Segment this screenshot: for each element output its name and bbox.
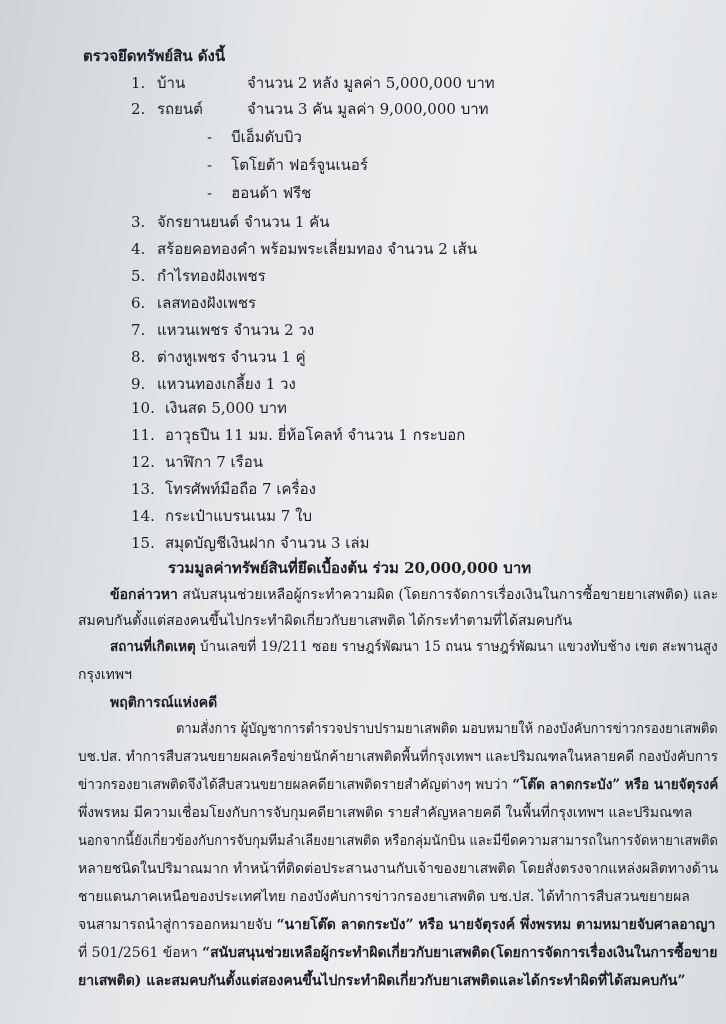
body-line: ยาเสพติด) และสมคบกันตั้งแต่สองคนขึ้นไปกระทำผิดเกี่ยวกับยาเสพติดและได้กระทำผิดที่ได้สมคบกัน” <box>78 973 686 989</box>
body-line: ตามสั่งการ ผู้บัญชาการตำรวจปราบปรามยาเสพติด มอบหมายให้ กองบังคับการข่าวกรองยาเสพติด <box>176 721 718 737</box>
charge-line: สมคบกันตั้งแต่สองคนขึ้นไปกระทำผิดเกี่ยวกับยาเสพติด ได้กระทำตามที่ได้สมคบกัน <box>78 613 573 629</box>
sub-list-item: - โตโยต้า ฟอร์จูนเนอร์ <box>207 156 368 174</box>
body-line: นอกจากนี้ยังเกี่ยวข้องกับการจับกุมทีมลำเลียงยาเสพติด หรือกลุ่มนักบิน และมีขีดความสามารถในการจัดหายาเสพติด <box>78 833 718 849</box>
body-line: ที่ 501/2561 ข้อหา “สนับสนุนช่วยเหลือผู้กระทำผิดเกี่ยวกับยาเสพติด(โดยการจัดการเรื่องเงินในการซื้อขาย <box>78 945 718 961</box>
body-line: จนสามารถนำสู่การออกหมายจับ “นายโต๊ด ลาดกระบัง” หรือ นายจัตุรงค์ พึ่งพรหม ตามหมายจับศาลอาญา <box>78 917 716 933</box>
body-line: ข่าวกรองยาเสพติดจึงได้สืบสวนขยายผลคดียาเสพติดรายสำคัญต่างๆ พบว่า “โต๊ด ลาดกระบัง” หรือ นายจัตุรงค์ <box>78 777 719 793</box>
body-line: หลายชนิดในปริมาณมาก ทำหน้าที่ติดต่อประสานงานกับเจ้าของยาเสพติด โดยสั่งตรงจากแหล่งผลิตทางด้าน <box>78 861 719 877</box>
sub-list-item: - ฮอนด้า ฟรีช <box>207 184 312 202</box>
total-value: รวมมูลค่าทรัพย์สินที่ยึดเบื้องต้น ร่วม 20,000,000 บาท <box>168 559 532 577</box>
list-item: 11. อาวุธปืน 11 มม. ยี่ห้อโคลท์ จำนวน 1 กระบอก <box>131 426 466 444</box>
list-item: 3. จักรยานยนต์ จำนวน 1 คัน <box>131 213 330 231</box>
charge-line: ข้อกล่าวหา สนับสนุนช่วยเหลือผู้กระทำความผิด (โดยการจัดการเรื่องเงินในการซื้อขายยาเสพติด) และ <box>110 587 719 603</box>
item-detail: จำนวน 3 คัน มูลค่า 9,000,000 บาท <box>247 100 489 118</box>
list-item: 7. แหวนเพชร จำนวน 2 วง <box>131 321 315 339</box>
item-number: 1. <box>131 74 146 92</box>
place-line: สถานที่เกิดเหตุ บ้านเลขที่ 19/211 ซอย ราษฎร์พัฒนา 15 ถนน ราษฎร์พัฒนา แขวงทับช้าง เขต สะพานสูง <box>110 639 718 655</box>
item-detail: จำนวน 2 หลัง มูลค่า 5,000,000 บาท <box>247 74 495 92</box>
item-name: บ้าน <box>157 74 186 92</box>
list-item <box>131 97 489 121</box>
item-name: รถยนต์ <box>157 100 203 118</box>
list-item: 14. กระเป๋าแบรนเนม 7 ใบ <box>131 507 312 525</box>
list-item: 9. แหวนทองเกลี้ยง 1 วง <box>131 375 296 393</box>
list-item: 15. สมุดบัญชีเงินฝาก จำนวน 3 เล่ม <box>131 534 370 552</box>
body-line: พึ่งพรหม มีความเชื่อมโยงกับการจับกุมคดียาเสพติด รายสำคัญหลายคดี ในพื้นที่กรุงเทพฯ และปริมณฑล <box>78 805 693 821</box>
body-line: บช.ปส. ทำการสืบสวนขยายผลเครือข่ายนักค้ายาเสพติดพื้นที่กรุงเทพฯ และปริมณฑลในหลายคดี กองบังคับการ <box>78 749 718 765</box>
body-line: ชายแดนภาคเหนือของประเทศไทย กองบังคับการข่าวกรองยาเสพติด บช.ปส. ได้ทำการสืบสวนขยายผล <box>78 889 690 905</box>
list-item <box>131 71 495 95</box>
list-item: 13. โทรศัพท์มือถือ 7 เครื่อง <box>131 480 316 498</box>
place-line: กรุงเทพฯ <box>78 667 132 683</box>
list-item: 8. ต่างหูเพชร จำนวน 1 คู่ <box>131 348 306 366</box>
list-item: 5. กำไรทองฝังเพชร <box>131 267 266 285</box>
events-heading: พฤติการณ์แห่งคดี <box>110 695 218 711</box>
list-item: 10. เงินสด 5,000 บาท <box>131 399 287 417</box>
list-item: 12. นาฬิกา 7 เรือน <box>131 453 263 471</box>
item-number: 2. <box>131 100 146 118</box>
list-item: 4. สร้อยคอทองคำ พร้อมพระเลี่ยมทอง จำนวน 2 เส้น <box>131 240 478 258</box>
list-item: 6. เลสทองฝังเพชร <box>131 294 257 312</box>
sub-list-item: - บีเอ็มดับบิว <box>207 128 302 146</box>
seized-assets-heading: ตรวจยึดทรัพย์สิน ดังนี้ <box>83 47 226 65</box>
